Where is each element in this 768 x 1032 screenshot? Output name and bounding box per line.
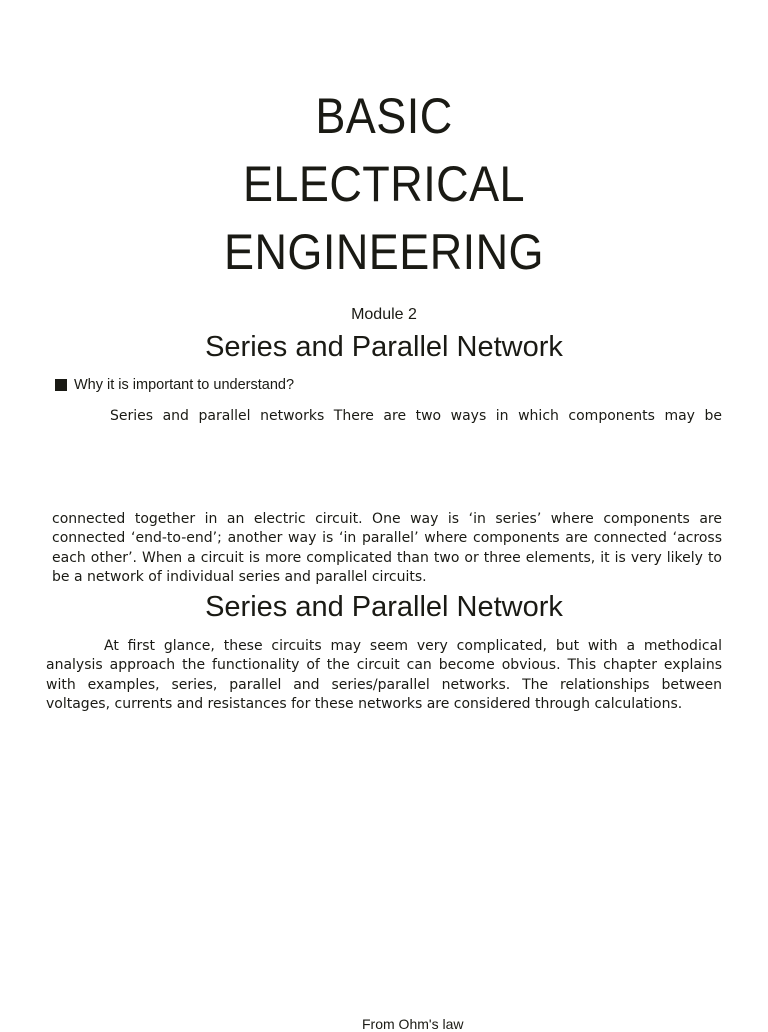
document-title (38, 82, 729, 286)
title-line-2: ELECTRICAL (242, 156, 526, 212)
title-line-3: ENGINEERING (223, 224, 545, 280)
square-bullet-icon (55, 379, 67, 391)
bullet-text: Why it is important to understand? (74, 377, 295, 393)
module-label: Module 2 (351, 306, 417, 323)
paragraph-2: connected together in an electric circuit. One way is ‘in series’ where components are connected ‘end-to-end’; another way is ‘in parallel’ where components are connected ‘across each other’. When a circuit is more complicated than two or three elements, it is very likely to be a network of individual series and parallel circuits. (52, 511, 722, 585)
section-heading-1: Series and Parallel Network (205, 331, 563, 363)
footer-text-fragment: From Ohm's law (362, 1016, 464, 1032)
title-line-1: BASIC (315, 88, 453, 144)
bullet-item (55, 377, 294, 393)
paragraph-1: Series and parallel networks There are two ways in which components may be (110, 408, 722, 424)
paragraph-3: At first glance, these circuits may seem very complicated, but with a methodical analysis approach the functionality of the circuit can become obvious. This chapter explains with examples, series, parallel and series/parallel networks. The relationships between voltages, currents and resistances for these networks are considered through calculations. (46, 638, 722, 712)
section-heading-2: Series and Parallel Network (205, 591, 563, 623)
